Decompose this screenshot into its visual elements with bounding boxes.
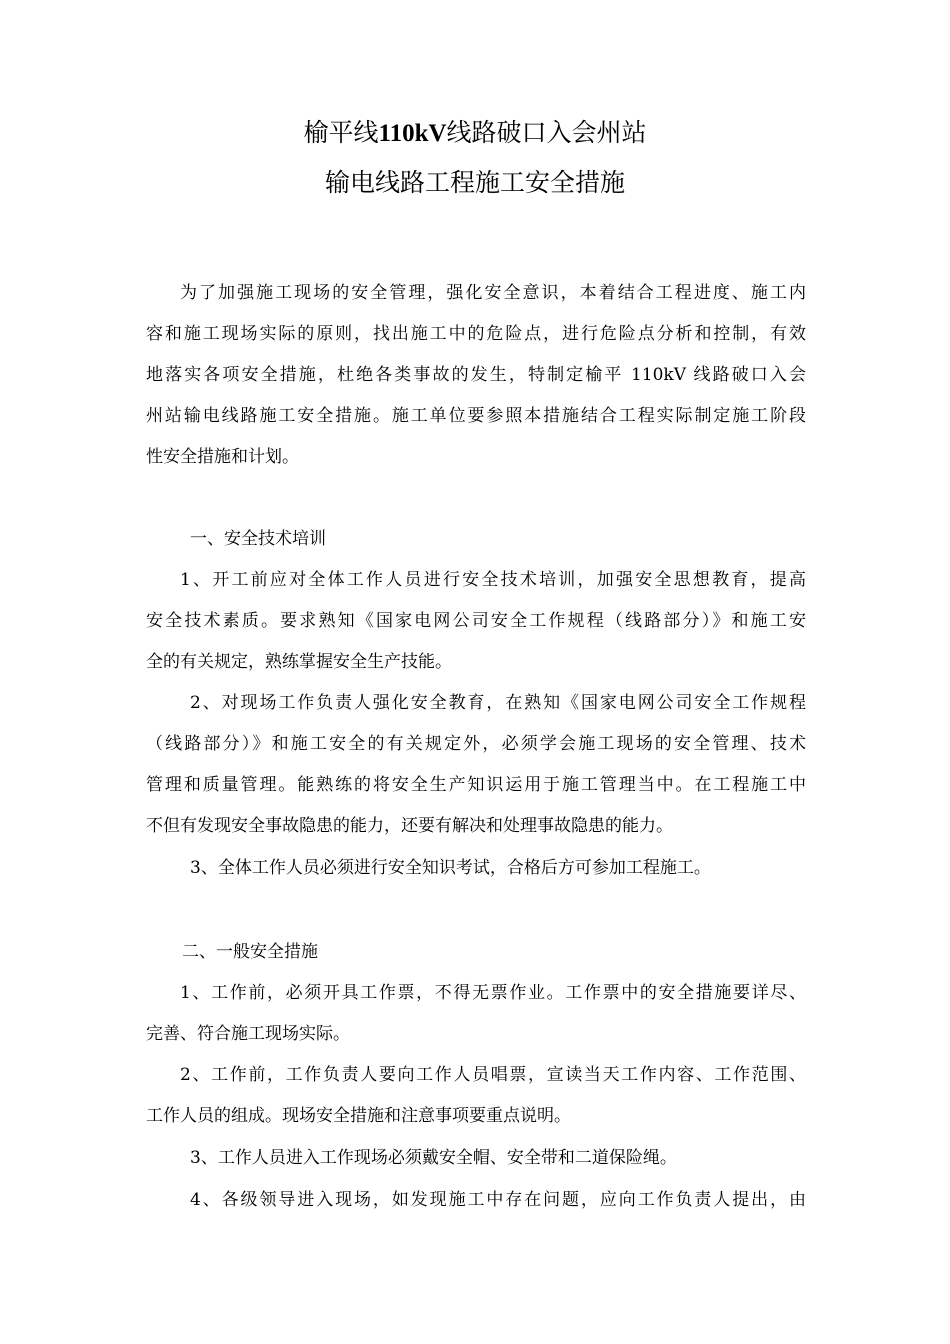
- section2-item3: 3、工作人员进入工作现场必须戴安全帽、安全带和二道保险绳。: [190, 1148, 677, 1168]
- section1-item2-line4: 不但有发现安全事故隐患的能力，还要有解决和处理事故隐患的能力。: [146, 816, 673, 836]
- title-part-voltage: 110kV: [378, 120, 447, 147]
- section2-item2-line1: 2、工作前，工作负责人要向工作人员唱票，宣读当天工作内容、工作范围、: [180, 1065, 806, 1085]
- section1-item1-line2: 安全技术素质。要求熟知《国家电网公司安全工作规程（线路部分）》和施工安: [146, 611, 806, 631]
- section2-heading: 二、一般安全措施: [182, 942, 318, 962]
- section1-heading: 一、安全技术培训: [190, 529, 326, 549]
- section2-item2-line2: 工作人员的组成。现场安全措施和注意事项要重点说明。: [146, 1106, 571, 1126]
- intro-line-2: 容和施工现场实际的原则，找出施工中的危险点，进行危险点分析和控制，有效: [146, 324, 806, 344]
- section1-item2-line3: 管理和质量管理。能熟练的将安全生产知识运用于施工管理当中。在工程施工中: [146, 775, 806, 795]
- section2-item1-line2: 完善、符合施工现场实际。: [146, 1024, 350, 1044]
- title-part-a: 榆平线: [303, 118, 379, 147]
- section1-item2-line2: （线路部分）》和施工安全的有关规定外，必须学会施工现场的安全管理、技术: [146, 734, 806, 754]
- document-title-line2: 输电线路工程施工安全措施: [324, 168, 625, 197]
- section1-item2-line1: 2、对现场工作负责人强化安全教育，在熟知《国家电网公司安全工作规程: [190, 693, 806, 713]
- intro-line-4: 州站输电线路施工安全措施。施工单位要参照本措施结合工程实际制定施工阶段: [146, 406, 806, 426]
- section1-item1-line3: 全的有关规定，熟练掌握安全生产技能。: [146, 652, 452, 672]
- section2-item4: 4、各级领导进入现场，如发现施工中存在问题，应向工作负责人提出，由: [190, 1190, 806, 1210]
- section1-item1-line1: 1、开工前应对全体工作人员进行安全技术培训，加强安全思想教育，提高: [180, 570, 806, 590]
- intro-line-1: 为了加强施工现场的安全管理，强化安全意识，本着结合工程进度、施工内: [180, 283, 806, 303]
- section1-item3: 3、全体工作人员必须进行安全知识考试，合格后方可参加工程施工。: [190, 858, 711, 878]
- document-title-line1: [0, 118, 950, 149]
- intro-line-5: 性安全措施和计划。: [146, 447, 299, 467]
- section2-item1-line1: 1、工作前，必须开具工作票，不得无票作业。工作票中的安全措施要详尽、: [180, 983, 806, 1003]
- title-part-c: 线路破口入会州站: [446, 118, 647, 147]
- intro-line-3: 地落实各项安全措施，杜绝各类事故的发生，特制定榆平 110kV 线路破口入会: [146, 365, 806, 385]
